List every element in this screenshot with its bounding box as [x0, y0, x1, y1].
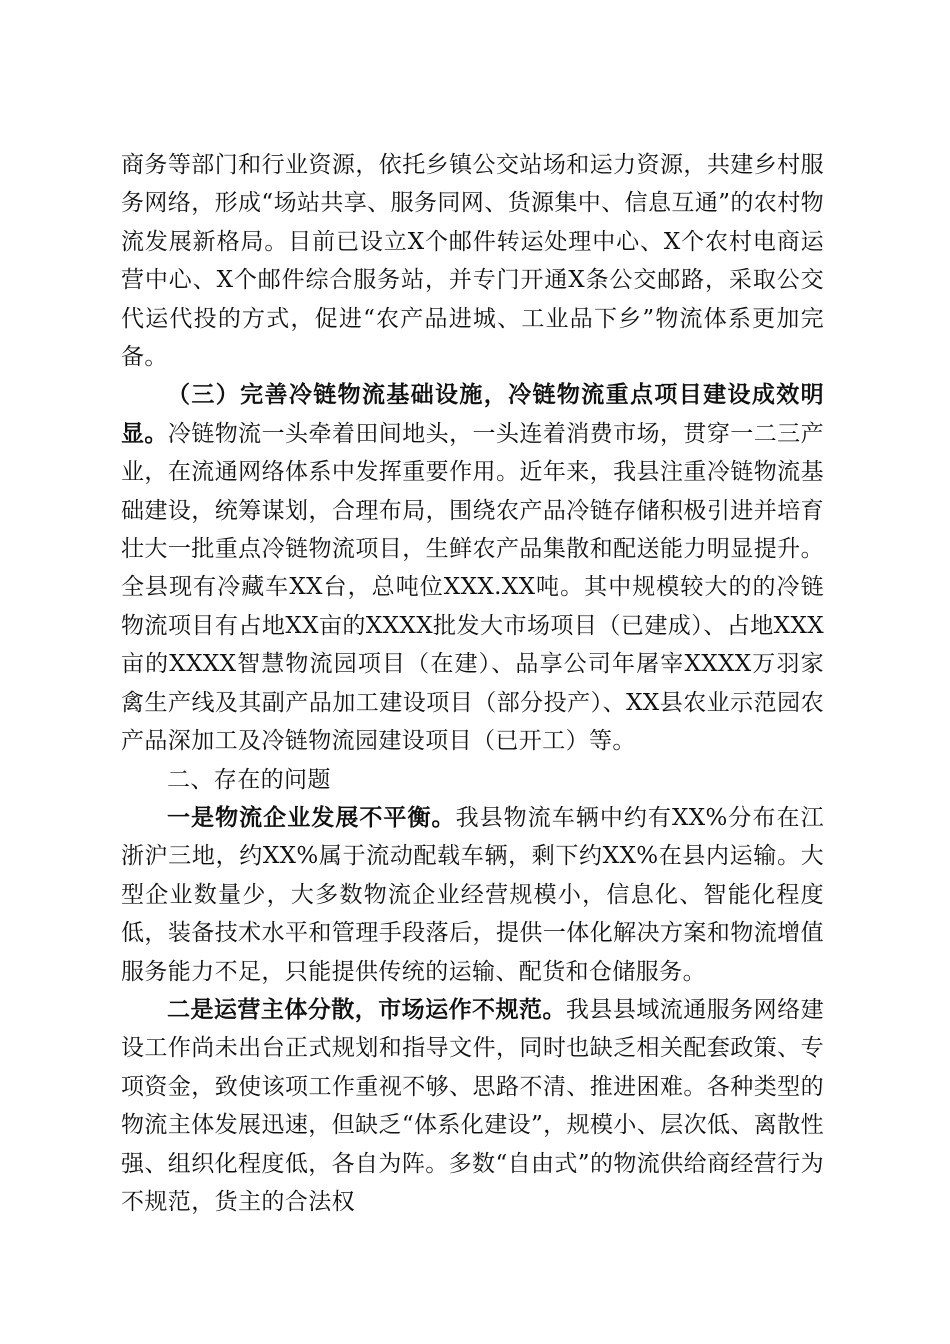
problem-two-body: 我县县域流通服务网络建设工作尚未出台正式规划和指导文件，同时也缺乏相关配套政策、专项资金，致使该项工作重视不够、思路不清、推进困难。各种类型的物流主体发展迅速，但缺乏“体系化建设”，规模小、层次低、离散性强、组织化程度低，各自为阵。多数“自由式”的物流供给商经营行为不规范，货主的合法权 — [121, 996, 824, 1215]
section-heading-problems: 二、存在的问题 — [167, 766, 331, 793]
cold-chain-lead: （三）完善冷链物流基础设施，冷链物流重点项目建设成效明显。 — [121, 381, 824, 447]
problem-one-body: 我县物流车辆中约有XX%分布在江浙沪三地，约XX%属于流动配载车辆，剩下约XX%在县内运输。大型企业数量少，大多数物流企业经营规模小，信息化、智能化程度低，装备技术水平和管理手段落后，提供一体化解决方案和物流增值服务能力不足，只能提供传统的运输、配货和仓储服务。 — [121, 804, 824, 985]
cold-chain-body: 冷链物流一头牵着田间地头，一头连着消费市场，贯穿一二三产业，在流通网络体系中发挥重要作用。近年来，我县注重冷链物流基础建设，统筹谋划，合理布局，围绕农产品冷链存储积极引进并培育壮大一批重点冷链物流项目，生鲜农产品集散和配送能力明显提升。全县现有冷藏车XX台，总吨位XXX.XX吨。其中规模较大的的冷链物流项目有占地XX亩的XXXX批发大市场项目（已建成）、占地XXX亩的XXXX智慧物流园项目（在建）、品享公司年屠宰XXXX万羽家禽生产线及其副产品加工建设项目（部分投产）、XX县农业示范园农产品深加工及冷链物流园建设项目（已开工）等。 — [121, 420, 824, 755]
paragraph-logistics-network: 商务等部门和行业资源，依托乡镇公交站场和运力资源，共建乡村服务网络，形成“场站共享、服务同网、货源集中、信息互通”的农村物流发展新格局。目前已设立X个邮件转运处理中心、X个农村电商运营中心、X个邮件综合服务站，并专门开通X条公交邮路，采取公交代运代投的方式，促进“农产品进城、工业品下乡”物流体系更加完备。 — [121, 152, 824, 371]
paragraph-problem-one — [121, 799, 824, 991]
problem-one-lead: 一是物流企业发展不平衡。 — [167, 803, 456, 831]
document-page — [121, 146, 824, 1221]
paragraph-cold-chain — [121, 376, 824, 760]
paragraph-problem-two — [121, 991, 824, 1221]
problem-two-lead: 二是运营主体分散，市场运作不规范。 — [167, 995, 566, 1023]
